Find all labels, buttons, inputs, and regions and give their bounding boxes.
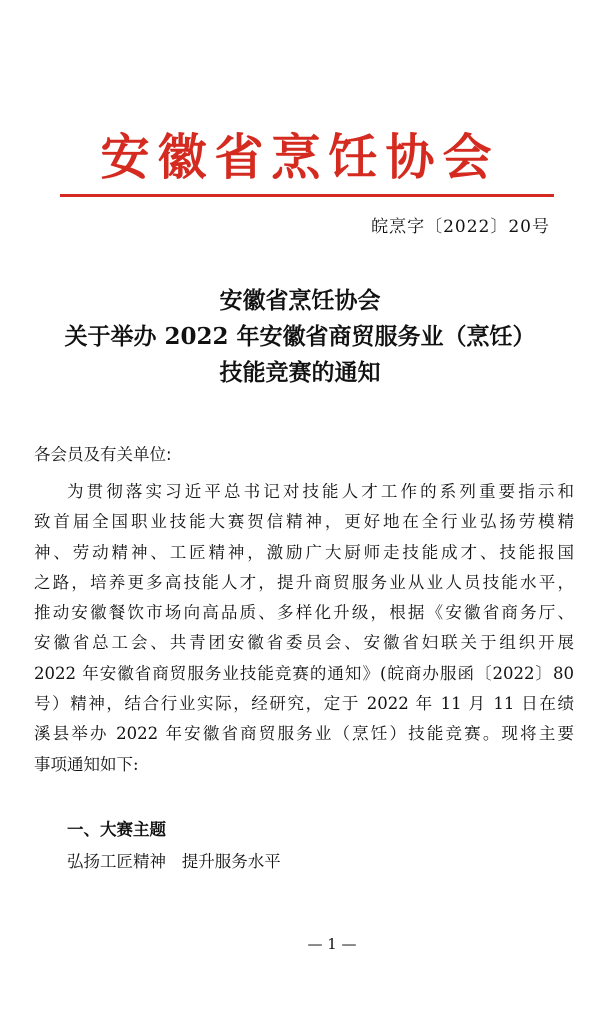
section-heading: 一、大赛主题 [67,820,166,839]
body-line: 安徽省总工会、共青团安徽省委员会、安徽省妇联关于组织开展 [34,633,574,653]
body-line: 推动安徽餐饮市场向高品质、多样化升级，根据《安徽省商务厅、 [34,603,574,623]
title-line-3: 技能竞赛的通知 [219,359,381,386]
body-line: 号）精神，结合行业实际，经研究，定于 2022 年 11 月 11 日在绩 [34,694,574,714]
body-line: 事项通知如下: [34,754,139,774]
body-line: 溪县举办 2022 年安徽省商贸服务业（烹饪）技能竞赛。现将主要 [34,724,574,744]
salutation: 各会员及有关单位: [34,445,172,464]
competition-theme: 弘扬工匠精神 提升服务水平 [67,852,281,871]
body-paragraph [34,477,574,780]
organization-header: 安徽省烹饪协会 [100,129,500,186]
body-line: 致首届全国职业技能大赛贺信精神，更好地在全行业弘扬劳模精 [34,512,574,532]
document-title [0,283,600,391]
red-divider-line [60,194,554,197]
title-line-2: 关于举办 2022 年安徽省商贸服务业（烹饪） [64,323,536,350]
document-number: 皖烹字〔2022〕20号 [371,217,550,237]
page-number: — 1 — [307,935,357,953]
title-line-1: 安徽省烹饪协会 [219,287,381,314]
body-line: 2022 年安徽省商贸服务业技能竞赛的通知》(皖商办服函〔2022〕80 [34,663,574,683]
body-line: 之路，培养更多高技能人才，提升商贸服务业从业人员技能水平， [34,572,574,592]
body-line: 为贯彻落实习近平总书记对技能人才工作的系列重要指示和 [67,482,574,501]
body-line: 神、劳动精神、工匠精神，激励广大厨师走技能成才、技能报国 [34,542,574,562]
